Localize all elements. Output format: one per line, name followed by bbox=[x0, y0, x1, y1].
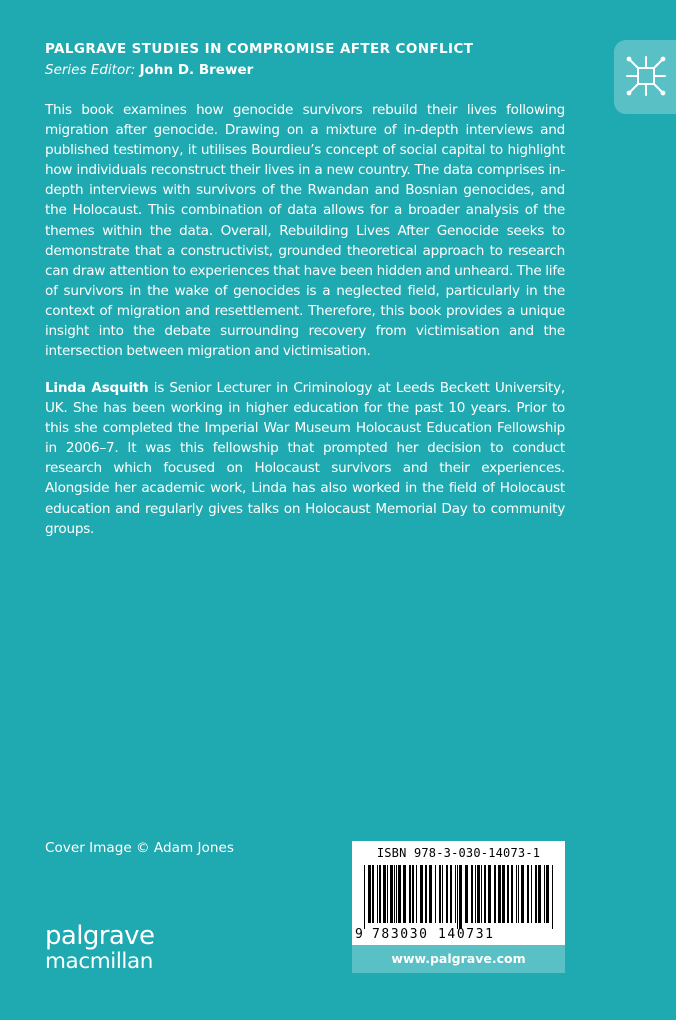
cover-image-credit: Cover Image © Adam Jones bbox=[45, 840, 234, 856]
author-bio bbox=[45, 378, 565, 539]
barcode-bar bbox=[475, 865, 476, 923]
isbn-label: ISBN 978-3-030-14073-1 bbox=[376, 846, 541, 860]
author-name: Linda Asquith bbox=[45, 380, 149, 396]
series-editor-name: John D. Brewer bbox=[139, 62, 254, 78]
series-title: PALGRAVE STUDIES IN COMPROMISE AFTER CONFLICT bbox=[45, 41, 474, 57]
series-editor-label: Series Editor: bbox=[45, 62, 136, 78]
barcode-bar bbox=[516, 865, 517, 923]
logo-palgrave: palgrave bbox=[45, 921, 155, 951]
barcode-bar bbox=[538, 865, 541, 923]
book-description: This book examines how genocide survivors rebuild their lives following migration after genocide. Drawing on a mixture of in-depth interviews and published testimony, it utilises Bourdieu’s concept of social capital to highlight how individuals reconstruct their lives in a new country. The data comprises in-depth interviews with survivors of the Rwandan and Bosnian genocides, and the Holocaust. This combination of data allows for a broader analysis of the themes within the data. Overall, Rebuilding Lives After Genocide seeks to demonstrate that a constructivist, grounded theoretical approach to research can draw attention to experiences that have been hidden and unheard. The life of survivors in the wake of genocides is a neglected field, particularly in the context of migration and resettlement. Therefore, this book provides a unique insight into the debate surrounding recovery from victimisation and the intersection between migration and victimisation. bbox=[45, 102, 565, 360]
barcode-bar bbox=[518, 865, 519, 923]
barcode-bar bbox=[552, 865, 553, 929]
barcode-bar bbox=[379, 865, 381, 923]
barcode-bar bbox=[409, 865, 411, 923]
barcode-bar bbox=[544, 865, 545, 923]
barcode-bar bbox=[383, 865, 386, 923]
barcode-bar bbox=[416, 865, 417, 923]
barcode-bar bbox=[494, 865, 496, 923]
barcode-bar bbox=[396, 865, 397, 923]
palgrave-badge bbox=[614, 40, 676, 114]
barcode-bar bbox=[535, 865, 537, 923]
barcode-bar bbox=[446, 865, 448, 923]
barcode-bar bbox=[507, 865, 509, 923]
barcode-bar bbox=[412, 865, 414, 923]
barcode-bar bbox=[429, 865, 432, 923]
barcode-bar bbox=[457, 865, 458, 929]
barcode-bar bbox=[390, 865, 393, 923]
barcode-bar bbox=[471, 865, 473, 923]
barcode-bar bbox=[465, 865, 468, 923]
barcode-bar bbox=[394, 865, 395, 923]
barcode-bar bbox=[442, 865, 443, 923]
series-editor bbox=[45, 62, 253, 78]
barcode-bar bbox=[420, 865, 423, 923]
barcode-bar bbox=[387, 865, 388, 923]
barcode-bar bbox=[372, 865, 374, 923]
barcode-digit-lead: 9 bbox=[355, 927, 363, 942]
barcode-bar bbox=[481, 865, 482, 923]
barcode-bar bbox=[502, 865, 505, 923]
barcode-panel bbox=[352, 841, 565, 973]
barcode-bar bbox=[377, 865, 378, 923]
barcode-digits-rest: 783030 140731 bbox=[372, 927, 495, 942]
publisher-logo bbox=[45, 922, 154, 974]
barcode-bar bbox=[488, 865, 491, 923]
barcode-graphic bbox=[364, 865, 554, 929]
barcode-bar bbox=[398, 865, 401, 923]
barcode-bar bbox=[439, 865, 441, 923]
barcode-bar bbox=[527, 865, 529, 923]
publisher-url: www.palgrave.com bbox=[352, 945, 565, 973]
barcode-bar bbox=[484, 865, 486, 923]
barcode-bar bbox=[521, 865, 524, 923]
barcode-bar bbox=[425, 865, 427, 923]
barcode-bar bbox=[450, 865, 452, 923]
barcode-bar bbox=[511, 865, 513, 923]
barcode-bar bbox=[459, 865, 462, 929]
barcode-bar bbox=[498, 865, 501, 923]
barcode-bar bbox=[477, 865, 480, 923]
barcode-bar bbox=[403, 865, 406, 923]
barcode-bar bbox=[531, 865, 532, 923]
logo-macmillan: macmillan bbox=[45, 949, 154, 974]
barcode-bar bbox=[546, 865, 549, 923]
author-bio-text: is Senior Lecturer in Criminology at Leeds Beckett University, UK. She has been working in higher education for the past 10 years. Prior to this she completed the Imperial War Museum Holocaust Education Fellowship in 2006–7. It was this fellowship that prompted her decision to conduct research which focused on Holocaust survivors and their experiences. Alongside her academic work, Linda has also worked in the field of Holocaust education and regularly gives talks on Holocaust Memorial Day to community groups. bbox=[45, 380, 565, 537]
barcode-bar bbox=[435, 865, 436, 923]
barcode-bar bbox=[364, 865, 365, 929]
barcode-bar bbox=[455, 865, 456, 923]
palgrave-network-icon bbox=[624, 54, 668, 98]
barcode-bar bbox=[368, 865, 371, 923]
